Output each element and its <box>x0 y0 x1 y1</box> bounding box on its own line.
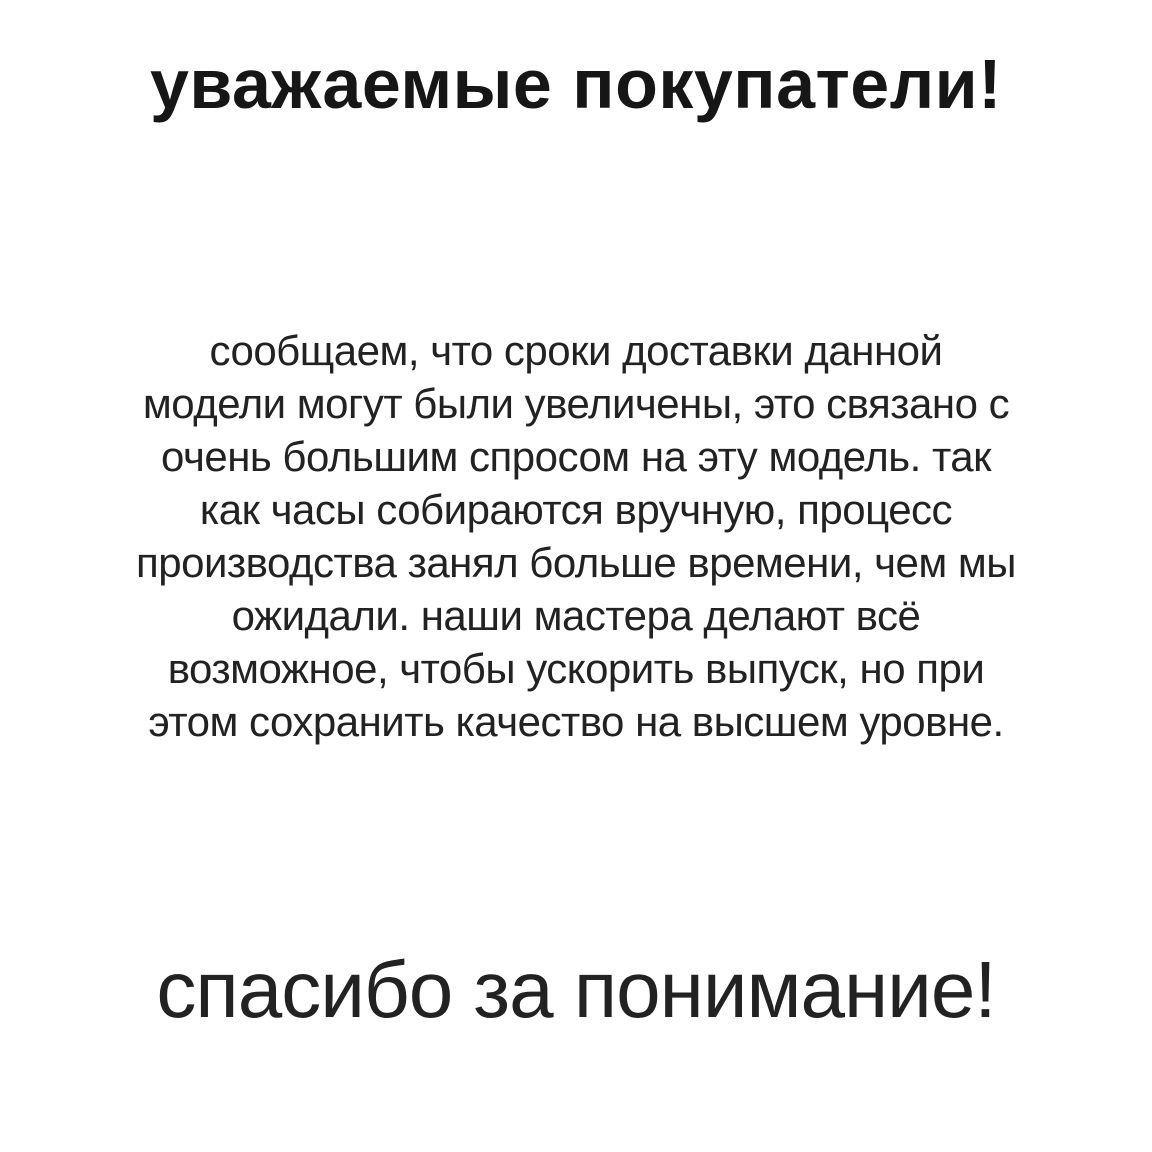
notice-body <box>66 324 1086 748</box>
notice-body-line: производства занял больше времени, чем мы <box>136 539 1016 586</box>
notice-body-line: как часы собираются вручную, процесс <box>199 486 953 533</box>
notice-heading: уважаемые покупатели! <box>149 45 1003 123</box>
notice-body-line: очень большим спросом на эту модель. так <box>161 433 991 480</box>
notice-footer: спасибо за понимание! <box>156 945 996 1034</box>
notice-body-line: возможное, чтобы ускорить выпуск, но при <box>167 645 985 692</box>
notice-body-line: ожидали. наши мастера делают всё <box>231 592 921 639</box>
notice-body-line: сообщаем, что сроки доставки данной <box>209 327 943 374</box>
notice-body-line: модели могут были увеличены, это связано с <box>142 380 1010 427</box>
notice-body-line: этом сохранить качество на высшем уровне. <box>148 698 1004 745</box>
